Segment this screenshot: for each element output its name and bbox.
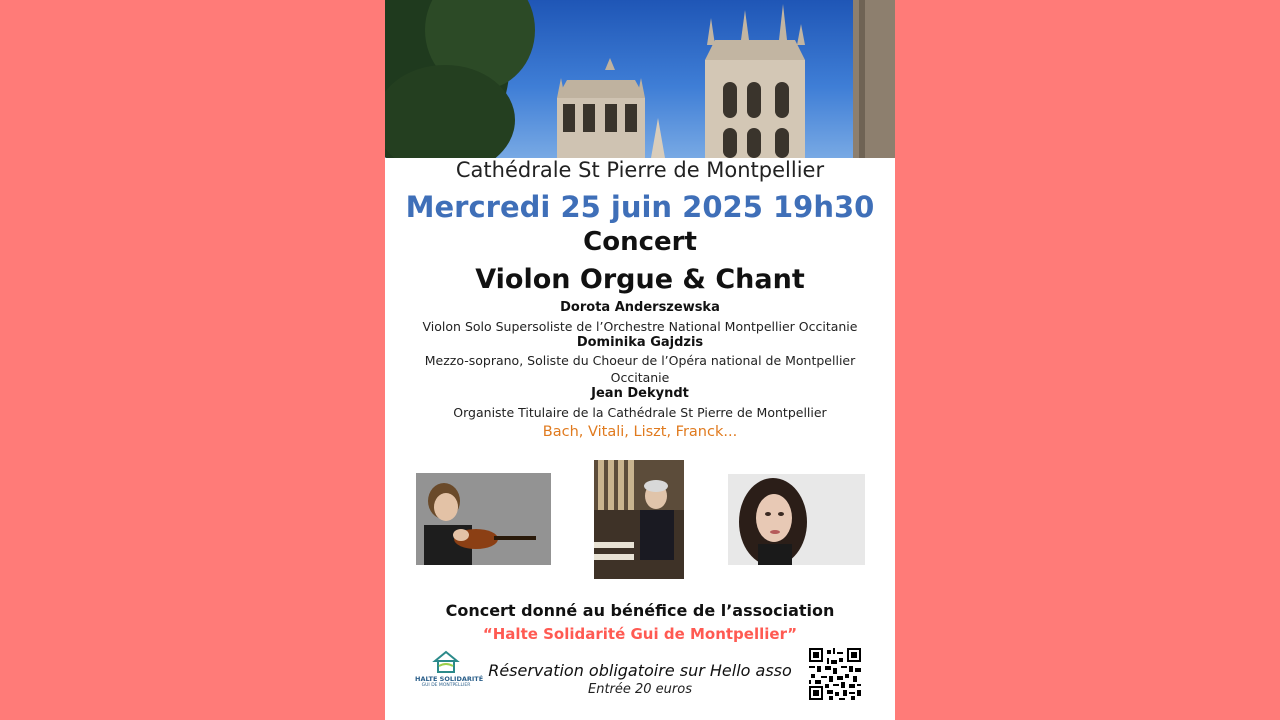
performer-name-2: Dominika Gajdzis bbox=[576, 335, 704, 350]
reservation-note: Réservation obligatoire sur Hello asso bbox=[488, 661, 792, 680]
performer-name-3: Jean Dekyndt bbox=[591, 386, 689, 401]
entry-price: Entrée 20 euros bbox=[587, 682, 692, 697]
logo-subtext: GUI DE MONTPELLIER bbox=[421, 683, 471, 688]
performer-role-2-line1: Mezzo-soprano, Soliste du Choeur de l’Opéra national de Montpellier bbox=[424, 353, 856, 368]
qr-code-icon bbox=[809, 648, 861, 700]
association-name: “Halte Solidarité Gui de Montpellier” bbox=[482, 625, 798, 643]
violinist-photo bbox=[416, 473, 551, 565]
event-date: Mercredi 25 juin 2025 19h30 bbox=[405, 190, 875, 224]
qr-code[interactable] bbox=[809, 648, 861, 700]
performer-name-1: Dorota Anderszewska bbox=[560, 300, 720, 315]
performer-role-2-line2: Occitanie bbox=[610, 370, 670, 385]
benefit-statement: Concert donné au bénéfice de l’association bbox=[445, 601, 835, 620]
performer-role-3: Organiste Titulaire de la Cathédrale St Pierre de Montpellier bbox=[453, 405, 827, 420]
logo-text: HALTE SOLIDARITÉ bbox=[415, 675, 484, 683]
composers-list: Bach, Vitali, Liszt, Franck... bbox=[542, 424, 738, 440]
concert-heading: Concert bbox=[583, 227, 697, 257]
venue-title: Cathédrale St Pierre de Montpellier bbox=[455, 158, 825, 182]
singer-photo bbox=[728, 474, 865, 565]
cathedral-photo bbox=[385, 0, 895, 158]
concert-poster bbox=[385, 0, 895, 720]
concert-program-title: Violon Orgue & Chant bbox=[475, 264, 805, 295]
performer-role-1: Violon Solo Supersoliste de l’Orchestre National Montpellier Occitanie bbox=[422, 319, 858, 334]
organist-photo bbox=[594, 460, 684, 579]
